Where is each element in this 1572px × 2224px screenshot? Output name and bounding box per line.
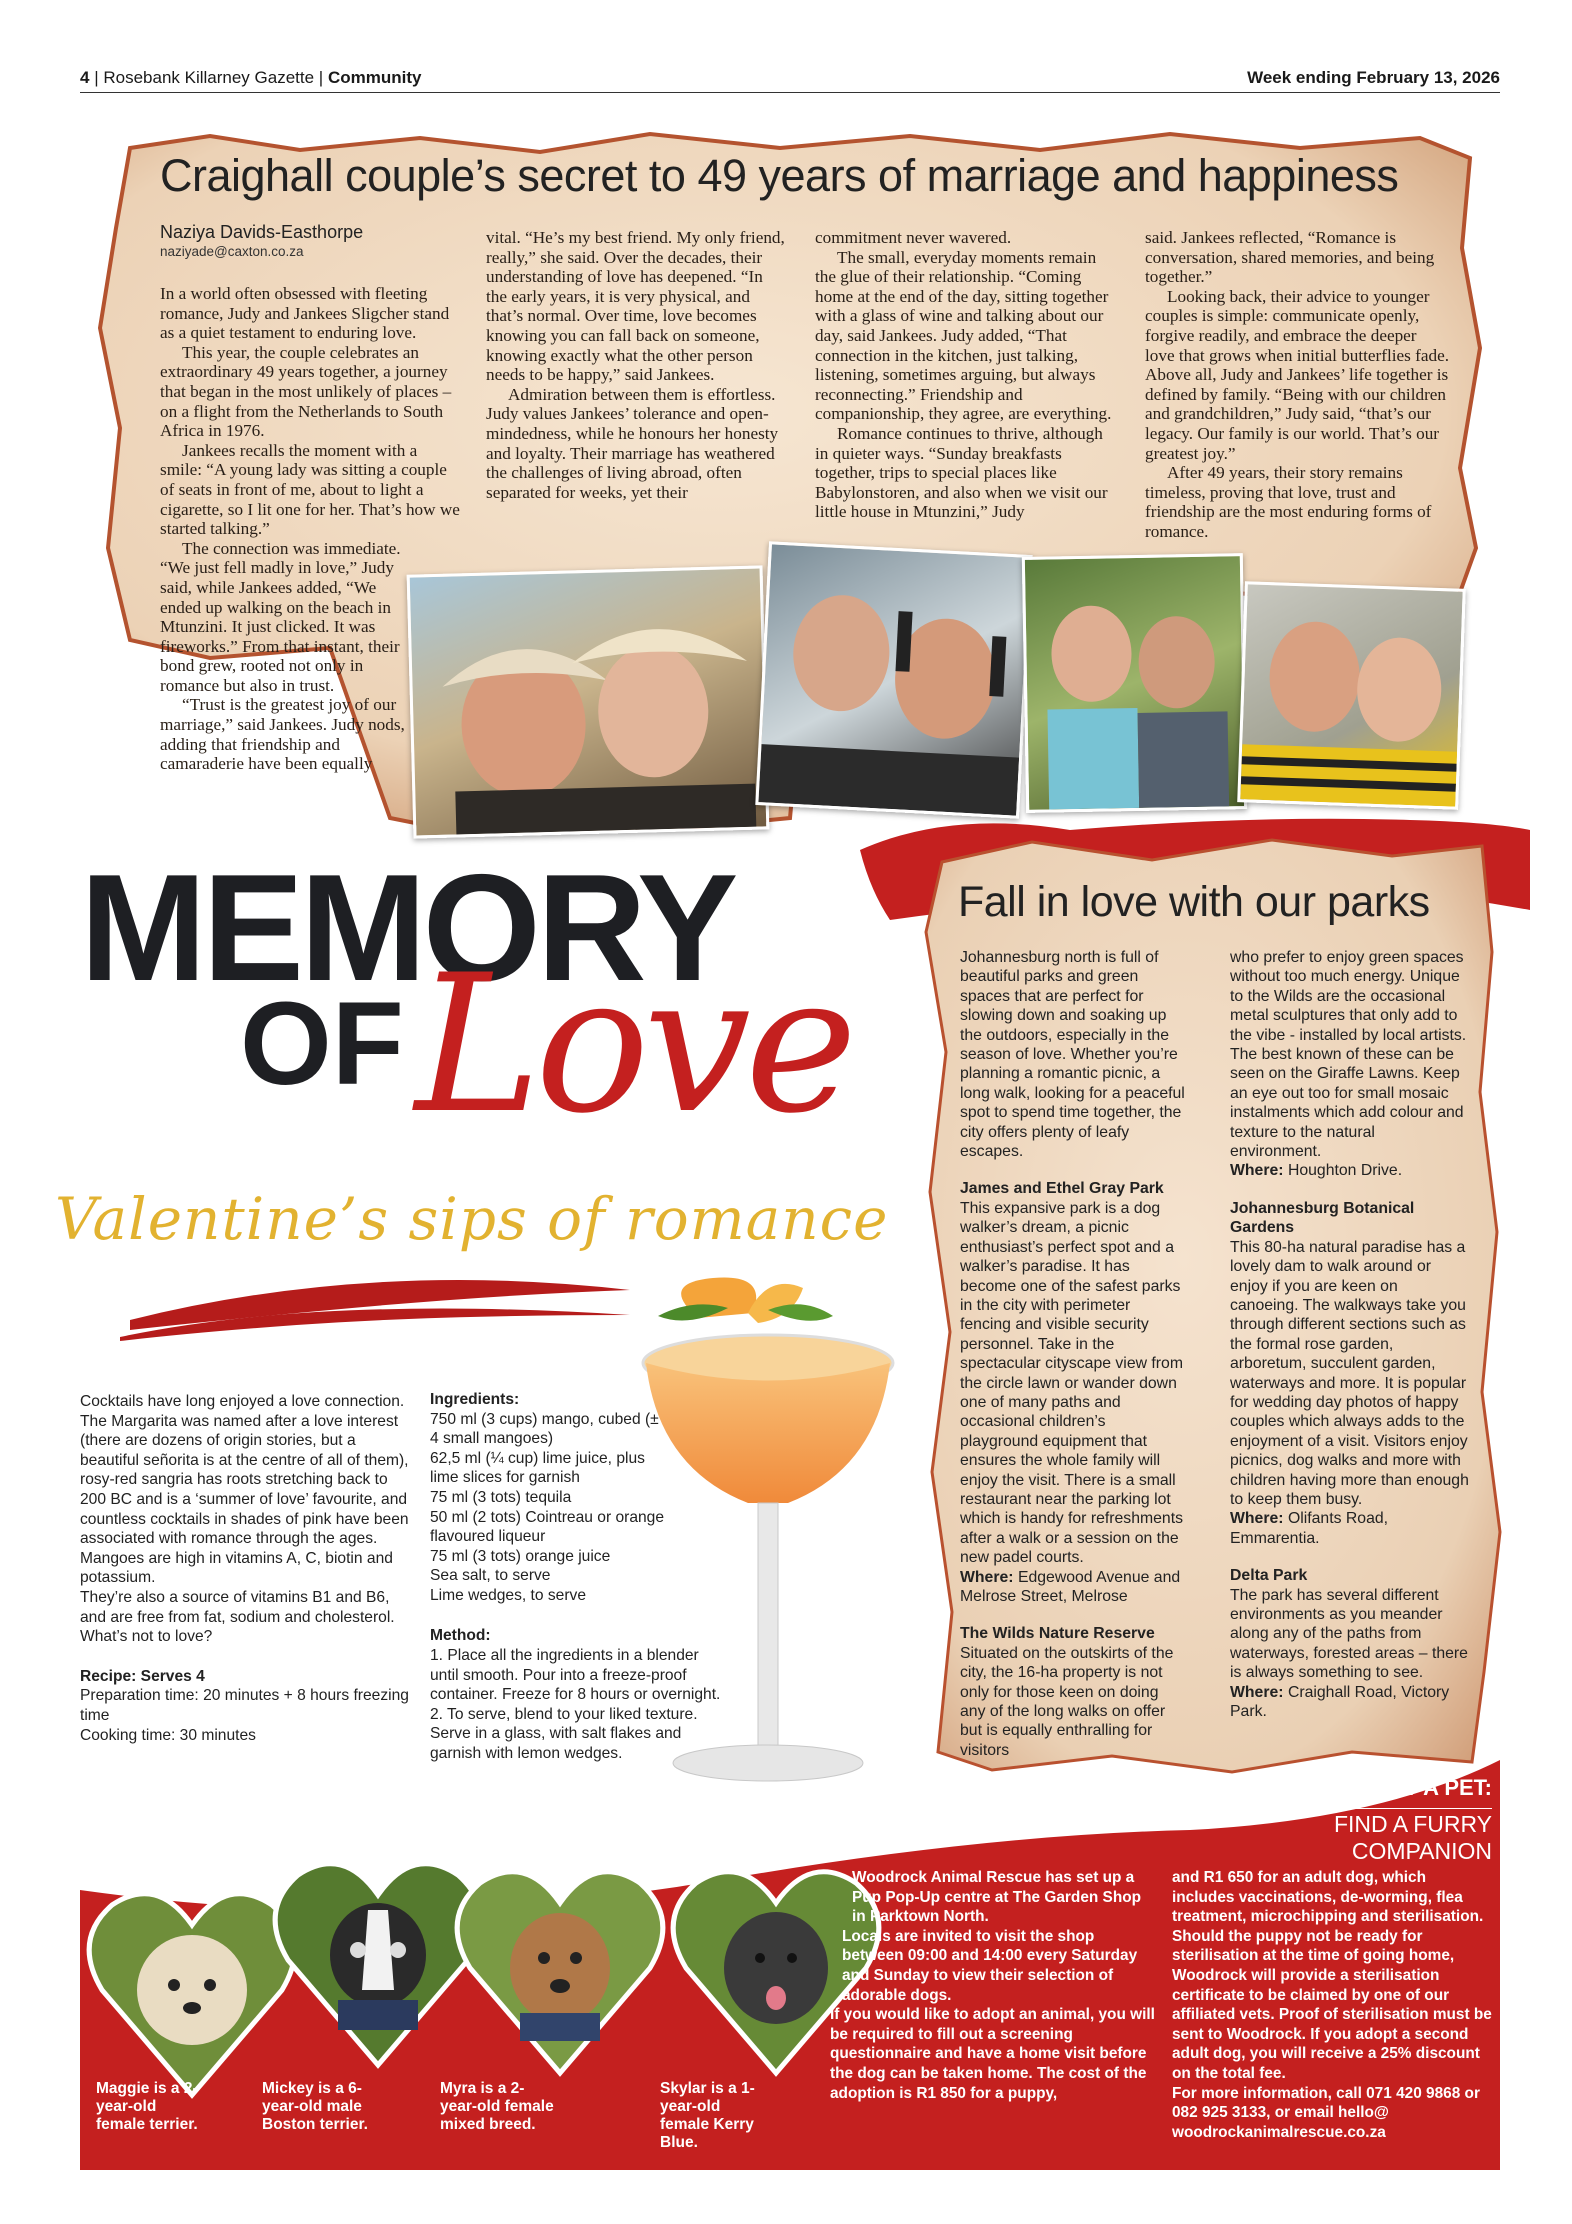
page-number: 4 [80,68,90,87]
method-step: 2. To serve, blend to your liked texture. Serve in a glass, with salt flakes and garnish with lemon wedges. [430,1705,698,1762]
adopt-contact: For more information, call 071 420 9868 or 082 925 3133, or email hello@ woodrockanimalrescue.co.za [1172,2084,1480,2141]
issue-date: Week ending February 13, 2026 [1247,68,1500,87]
park-name: Delta Park [1230,1567,1308,1585]
adopt-column-1 [830,1868,1155,2103]
adopt-paragraph: Woodrock Animal Rescue has set up a Pup Pop-Up centre at The Garden Shop in Parktown North. [852,1869,1142,1926]
where-label: Where: [1230,1510,1284,1528]
banner-love: Love [415,934,852,1155]
park-location [1230,1509,1470,1548]
method-heading: Method: [430,1626,491,1644]
cook-time: Cooking time: 30 minutes [80,1726,256,1744]
cocktail-ingredients-column [430,1390,670,1645]
park-where: Edgewood Avenue and Melrose Street, Melrose [960,1568,1181,1605]
park-description: This expansive park is a dog walker’s dream, a picnic enthusiast’s perfect spot and a walker’s paradise. It has become one of the safest parks in the city with perimeter fencing and visible security personnel. Take in the spectacular cityscape view from the circle lawn or wander down one of many paths and occasional children’s playground equipment that ensures the whole family will enjoy the visit. There is a small restaurant near the parking lot which is handy for refreshments after a walk or a session on the new padel courts. [960,1199,1184,1567]
dog-label-maggie: Maggie is a 2-year-old female terrier. [96,2080,198,2133]
adopt-column-2 [1172,1868,1492,2142]
paragraph: Admiration between them is effortless. Judy values Jankees’ tolerance and open-mindedness, while he honours her honesty and loyalty. Their marriage has weathered the challenges of living abroad, often separated for weeks, yet their [486,384,779,502]
paragraph: said. Jankees reflected, “Romance is conversation, shared memories, and being together.” [1145,228,1435,287]
adopt-paragraph: Locals are invited to visit the shop between 09:00 and 14:00 every Saturday and Sunday to view their selection of adorable dogs. [842,1927,1138,2004]
cocktail-script-title: Valentine’s sips of romance [55,1185,889,1253]
dog-label-skylar: Skylar is a 1-year-old female Kerry Blue. [660,2080,755,2151]
publication-name: Rosebank Killarney Gazette [103,68,315,87]
parks-column-2 [1230,948,1470,1721]
dog-heart-myra [450,1858,670,2078]
prep-time: Preparation time: 20 minutes + 8 hours freezing time [80,1687,409,1724]
paragraph: The connection was immediate. “We just fell madly in love,” Judy said, while Jankees added, “We ended up walking on the beach in Mtunzini. It just clicked. It was fireworks.” From that instant, their bond grew, rooted not only in romance but also in trust. [160,538,401,695]
park-location [1230,1683,1470,1722]
cocktail-paragraph: They’re also a source of vitamins B1 and B6, and are free from fat, sodium and cholesterol. What’s not to love? [80,1588,395,1646]
ingredients-heading: Ingredients: [430,1391,520,1408]
paragraph: vital. “He’s my best friend. My only friend, really,” she said. Over the decades, their understanding of love has deepened. “In the early years, it is very physical, and that’s normal. Over time, love becomes knowing you can fall back on someone, knowing exactly what the other person needs to be happy,” said Jankees. [486,228,785,385]
couple-photo-2 [755,541,1032,818]
paragraph: Jankees recalls the moment with a smile: “A young lady was sitting a couple of seats in front of me, about to light a cigarette, so I lit one for her. That’s how we started talking.” [160,440,460,539]
couple-photo-2-illustration [758,544,1029,815]
park-location [960,1568,1185,1607]
adopt-paragraph: If you would like to adopt an animal, you will be required to fill out a screening questionnaire and have a home visit before the dog can be taken home. The cost of the adoption is R1 850 for a puppy, [830,2006,1155,2102]
cocktail-intro-column [80,1392,410,1745]
cocktail-paragraph: Cocktails have long enjoyed a love connection. The Margarita was named after a love interest (there are dozens of origin stories, but a beautiful señorita is at the centre of all of them), rosy-red sangria has roots stretching back to 200 BC and is a ‘summer of love’ favourite, and countless cocktails in shades of pink have been associated with romance through the ages. [80,1393,409,1548]
park-description: who prefer to enjoy green spaces without too much energy. Unique to the Wilds are the occasional metal sculptures that only add to the vibe - installed by local artists. The best known of these can be seen on the Giraffe Lawns. Keep an eye out too for small mosaic instalments which add colour and texture to the natural environment. [1230,949,1467,1161]
dog-label-mickey: Mickey is a 6-year-old male Boston terrier. [262,2080,368,2133]
parks-title: Fall in love with our parks [958,878,1430,926]
author-name: Naziya Davids-Easthorpe [160,222,364,242]
ingredient: 750 ml (3 cups) mango, cubed (± 4 small mangoes) [430,1410,659,1448]
section-name: Community [327,68,422,87]
paragraph: “Trust is the greatest joy of our marriage,” said Jankees. Judy nods, adding that friendship and camaraderie have been equally [160,695,405,774]
park-description: This 80-ha natural paradise has a lovely dam to walk around or enjoy if you are keen on canoeing. The walkways take you through different sections such as the formal rose garden, arboretum, succulent garden, waterways and more. It is popular for wedding day photos of happy couples which always adds to the enjoyment of a visit. Visitors enjoy picnics, dog walks and more with children having more than enough to keep them busy. [1230,1238,1469,1508]
park-where: Craighall Road, Victory Park. [1230,1683,1450,1721]
banner-of: OF [240,978,404,1110]
couple-photo-4 [1237,581,1466,810]
paragraph: This year, the couple celebrates an extraordinary 49 years together, a journey that began in the most unlikely of places – on a flight from the Netherlands to South Africa in 1976. [160,342,452,441]
parks-column-1 [960,948,1185,1760]
dog-label-myra: Myra is a 2-year-old female mixed breed. [440,2080,554,2133]
paragraph: Romance continues to thrive, although in quieter ways. “Sunday breakfasts together, trips to special places like Babylonstoren, and also when we visit our little house in Mtunzini,” Judy [815,423,1108,522]
ingredient: Lime wedges, to serve [430,1586,587,1604]
page-header [80,66,1500,93]
where-label: Where: [960,1568,1014,1586]
article-title: Craighall couple’s secret to 49 years of marriage and happiness [160,150,1399,201]
paragraph: The small, everyday moments remain the glue of their relationship. “Coming home at the end of the day, sitting together with a glass of wine and talking about our day, said Jankees. Judy added, “That connection in the kitchen, just talking, listening, sometimes arguing, but always reconnecting.” Friendship and companionship, they agree, are everything. [815,247,1112,424]
article-column-2 [486,228,786,502]
adopt-paragraph: and R1 650 for an adult dog, which includes vaccinations, de-worming, flea treatment, microchipping and sterilisation. Should the puppy not be ready for sterilisation at the time of going home, Woodrock will provide a sterilisation certificate to be claimed by one of our affiliated vets. Proof of sterilisation must be sent to Woodrock. If you adopt a second adult dog, you will receive a 25% discount on the total fee. [1172,1869,1492,2082]
park-description: Situated on the outskirts of the city, the 16-ha property is not only for those keen on doing any of the long walks on offer but is equally enthralling for visitors [960,1644,1174,1759]
cocktail-paragraph: Mangoes are high in vitamins A, C, biotin and potassium. [80,1549,393,1587]
article-column-4 [1145,228,1450,542]
ingredient: 75 ml (3 tots) tequila [430,1488,572,1506]
script-underline [120,1295,640,1345]
parks-intro: Johannesburg north is full of beautiful parks and green spaces that are perfect for slowing down and soaking up the outdoors, especially in the season of love. Whether you’re planning a romantic picnic, a long walk, looking for a peaceful spot to spend time together, the city offers plenty of leafy escapes. [960,949,1185,1161]
author-email: naziyade@caxton.co.za [160,244,304,259]
cocktail-method-column [430,1646,730,1764]
banner-memory: MEMORY [80,843,735,1013]
recipe-heading: Recipe: Serves 4 [80,1667,205,1685]
park-where: Houghton Drive. [1287,1162,1403,1180]
park-description: The park has several different environments as you meander along any of the paths from waterways, forested areas – there is always something to see. [1230,1586,1468,1682]
ingredient: Sea salt, to serve [430,1567,551,1585]
paragraph: Looking back, their advice to younger couples is simple: communicate openly, forgive readily, and embrace the deeper love that grows when initial butterflies fade. Above all, Judy and Jankees’ life together is defined by family. “Being with our children and grandchildren,” Judy said, “that’s our legacy. Our family is our world. That’s our greatest joy.” [1145,286,1450,463]
park-where: Olifants Road, Emmarentia. [1230,1510,1389,1547]
adopt-heading: ADOPT A PET: [1340,1775,1492,1800]
paragraph: After 49 years, their story remains timeless, proving that love, trust and friendship are the most enduring forms of romance. [1145,463,1432,541]
couple-photo-4-illustration [1240,584,1462,806]
where-label: Where: [1230,1162,1284,1180]
park-name: The Wilds Nature Reserve [960,1625,1155,1643]
paragraph: commitment never wavered. [815,228,1012,247]
adopt-subheading: FIND A FURRY COMPANION [1212,1808,1492,1865]
park-name: Johannesburg Botanical Gardens [1230,1199,1415,1237]
park-location [1230,1161,1470,1180]
ingredient: 62,5 ml (¼ cup) lime juice, plus lime slices for garnish [430,1449,645,1487]
method-step: 1. Place all the ingredients in a blender until smooth. Pour into a freeze-proof container. Freeze for 8 hours or overnight. [430,1647,721,1704]
park-name: James and Ethel Gray Park [960,1180,1164,1198]
paragraph: In a world often obsessed with fleeting romance, Judy and Jankees Sligcher stand as a quiet testament to enduring love. [160,284,450,343]
ingredient: 75 ml (3 tots) orange juice [430,1547,611,1565]
couple-photo-3-illustration [1025,556,1244,810]
article-column-3 [815,228,1120,522]
couple-photo-3 [1022,553,1247,813]
where-label: Where: [1230,1683,1284,1701]
header-left: 4 | Rosebank Killarney Gazette | Community [80,68,422,87]
ingredient: 50 ml (2 tots) Cointreau or orange flavoured liqueur [430,1508,665,1546]
